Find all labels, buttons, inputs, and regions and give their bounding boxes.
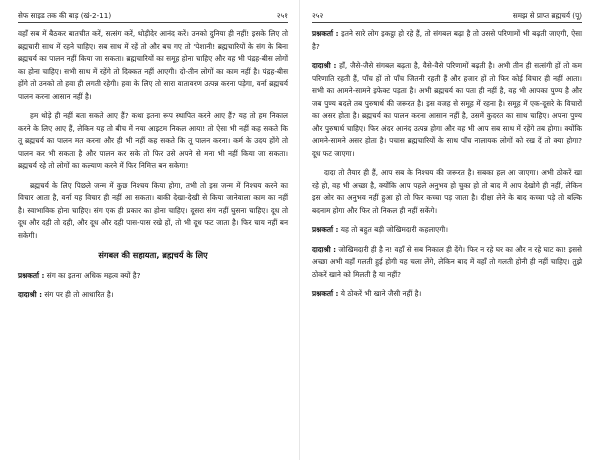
right-page (312, 0, 582, 460)
speaker-label: दादाश्री : (18, 290, 43, 299)
right-page-header (312, 8, 582, 23)
paragraph (312, 167, 582, 217)
qa-item (312, 288, 582, 301)
section-heading: संगबल की सहायता, ब्रह्मचर्य के लिए (98, 250, 208, 260)
qa-item (312, 60, 582, 160)
qa-item (312, 28, 582, 53)
qa-text: हाँ, जैसे-जैसे संगबल बढ़ता है, वैसे-वैसे परिणामों बढ़ती है। अभी तीन ही सत्संगी हों तो कम परिणाति रहती हैं, पाँच हों तो पाँच जितनी रहती हैं और हजार हों तो फिर कोई विचार ही नहीं आता। सभी का आमने-सामने इफेक्ट पड़ता है। अभी ब्रह्मचर्य का पता ही नहीं है, वह भी आपका पुण्य है और जब पुण्य बदले तब पुरुषार्थ की जरूरत है। इस वजह से समूह में रहना है। समूह में एक-दूसरे के विचारों का असर होता है। ब्रह्मचर्य का पालन करना आसान नहीं है, उसमें कुदरत का साथ चाहिए। अपना पुण्य और पुरुषार्थ चाहिए। फिर अंदर आनंद उत्पन्न होगा और वह भी आप सब साथ में रहेंगे तब होगा। क्योंकि आमने-सामने असर होता है। पचास ब्रह्मचारियों के साथ पाँच नालायक लोगों को रख दें तो क्या होगा? दूध फट जाएगा। (312, 61, 583, 158)
qa-text: यह तो बहुत बड़ी जोखिमदारी कहलाएगी। (340, 225, 448, 234)
paragraph: हम थोड़े ही नहीं बता सकते आए हैं? कथा इतना रूप स्थापित करने आए हैं? यह तो हम निकाल करने के लिए आए हैं, लेकिन यह तो बीच में नया आइटम निकल आया! तो ऐसा भी नहीं कह सकते कि तू ब्रह्मचर्य का पालन मत करना और ही भी नहीं कह सकते कि तू पालन करना। कर्म के उदय होंगे तो पालन कर भी सकता है और पालन कर सके तो फिर उसे अपने से मना भी नहीं किया जा सकता। ब्रह्मचर्य रहे तो लोगों का कल्याण करने में फिर निमित्त बन सकेगा! (18, 111, 288, 170)
paragraph: वहाँ सब में बैठकर बातचीत करें, सत्संग करें, थोड़ीदेर आनंद करें। उनको दुनिया ही नहीं! इसके लिए तो ब्रह्मचारी साथ में रहने चाहिए। सब साथ में रहें तो और बच गए तो 'पेशानी! ब्रह्मचारियों के संग के बिना ब्रह्मचर्य का पालन नहीं किया जा सकता। ब्रह्मचारियों का समूह होना चाहिए और वह भी पंद्रह-बीस लोगों का होना चाहिए। सभी साथ में रहेंगे तो दिक्कत नहीं आएगी। दो-तीन लोगों का काम नहीं है। पंद्रह-बीस होंगे तो उनको तो हवा ही लगती रहेगी। हवा के लिए तो सारा वातावरण उत्पन्न करना पड़ेगा, वर्ना ब्रह्मचर्य पालन करना आसान नहीं है। (18, 29, 288, 101)
speaker-label: प्रश्नकर्ता : (18, 270, 45, 280)
qa-item (18, 270, 288, 283)
qa-item (312, 224, 582, 237)
speaker-label: प्रश्नकर्ता : (312, 289, 339, 298)
right-page-number: २५२ (312, 11, 324, 20)
speaker-label: प्रश्नकर्ता : (312, 29, 339, 38)
left-running-title: सेफ साइड तक की बाड़ (खं-2-11) (18, 11, 112, 20)
qa-text: संग का इतना अधिक महत्व क्यों है? (46, 270, 141, 280)
left-page (18, 0, 288, 460)
left-page-number: २५१ (276, 11, 288, 20)
paragraph: ब्रह्मचर्य के लिए पिछले जन्म में कुछ निश्चय किया होगा, तभी तो इस जन्म में निश्चय करने का विचार आता है, वर्ना यह विचार ही नहीं आ सकता। बाकी देखा-देखी से किया जानेवाला काम का नहीं है। स्वाभाविक होना चाहिए। संग एक ही प्रकार का होना चाहिए। दूसरा संग नहीं घुसना चाहिए। दूध तो दूध और दही तो दही, और दूध और दही पास-पास रखे हों, तो भी दूध फट जाता है। फिर चाय नहीं बन सकेगी। (18, 180, 288, 240)
speaker-label: प्रश्नकर्ता : (312, 225, 339, 234)
qa-text: संग पर ही तो आधारित है। (44, 290, 114, 299)
qa-text: ये ठोकरें भी खाने जैसी नहीं है। (340, 289, 422, 298)
qa-item (312, 244, 582, 282)
right-running-title: समझ से प्राप्त ब्रह्मचर्य (पू) (512, 11, 582, 20)
speaker-label: दादाश्री : (312, 61, 337, 70)
qa-text: इतने सारे लोग इकट्ठा हो रहे हैं, तो संगबल बढ़ा है तो उससे परिणामों भी बढ़ती जाएगी, ऐसा है? (312, 29, 582, 51)
qa-text: दादा तो तैयार ही हैं, आप सब के निश्चय की जरूरत है। सबका हल आ जाएगा। अभी ठोकरें खा रहे हो, वह भी अच्छा है, क्योंकि आप पहले अनुभव हो चुका हो तो बाद में आप देखोगे ही नहीं, लेकिन इस ओर का अनुभव नहीं हुआ हो तो फिर कच्चा पड़ जाता है। दीक्षा लेने के बाद कच्चा पड़े तो बल्कि बदनाम होगा और फिर तो निकल ही नहीं सकेंगे। (312, 168, 582, 215)
page-gutter (299, 0, 300, 460)
left-page-body (18, 28, 288, 309)
right-page-body (312, 28, 582, 308)
left-page-header (18, 8, 288, 23)
qa-text: जोखिमदारी ही है न! वहाँ से सब निकाल ही देंगे। फिर न रहे घर का और न रहे घाट का! इससे अच्छा अभी वहाँ गलती हुई होगी यह चला लेंगे, लेकिन बाद में वहाँ तो गलती होनी ही नहीं चाहिए। तुझे ठोकरें खाने को मिलती है या नहीं? (312, 244, 582, 279)
speaker-label: दादाश्री : (312, 244, 337, 254)
qa-item (18, 289, 288, 302)
